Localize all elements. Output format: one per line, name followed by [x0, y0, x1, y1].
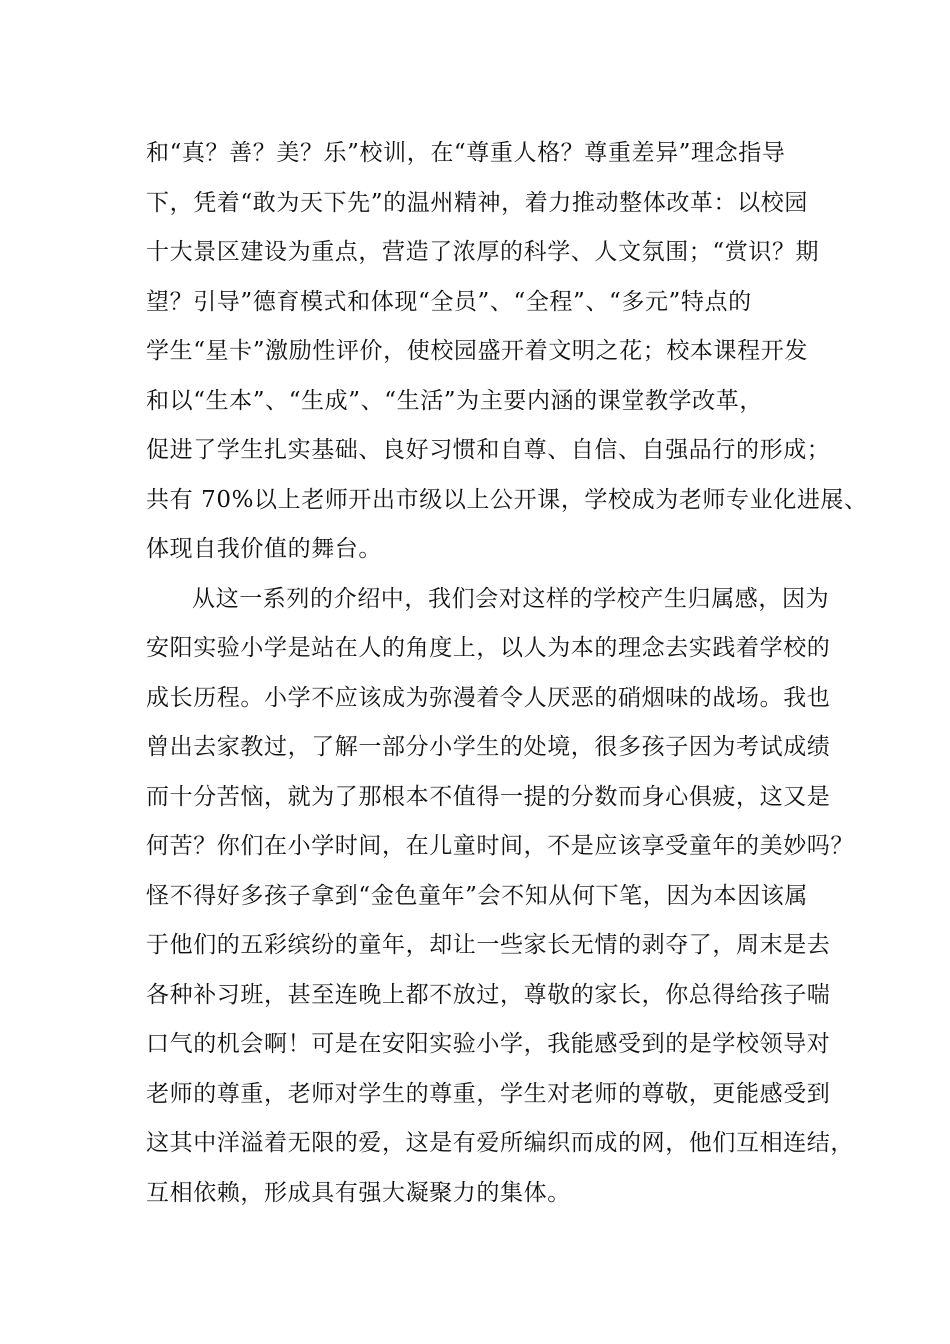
text-line: 何苦？你们在小学时间，在儿童时间，不是应该享受童年的美妙吗？ [146, 833, 854, 859]
text-line: 怪不得好多孩子拿到“金色童年”会不知从何下笔，因为本因该属 [146, 882, 808, 909]
text-line: 共有 70%以上老师开出市级以上公开课，学校成为老师专业化进展、 [146, 486, 868, 513]
text-line: 曾出去家教过，了解一部分小学生的处境，很多孩子因为考试成绩 [146, 734, 831, 760]
text-line: 和以“生本”、“生成”、“生活”为主要内涵的课堂教学改革， [146, 387, 763, 414]
text-line: 安阳实验小学是站在人的角度上，以人为本的理念去实践着学校的 [146, 635, 831, 661]
text-line: 体现自我价值的舞台。 [146, 536, 382, 562]
paragraph-1 [146, 129, 868, 575]
text-line: 这其中洋溢着无限的爱，这是有爱所编织而成的网，他们互相连结， [146, 1130, 854, 1156]
text-line: 促进了学生扎实基础、良好习惯和自尊、自信、自强品行的形成； [146, 437, 831, 463]
text-line: 十大景区建设为重点，营造了浓厚的科学、人文氛围；“赏识？期 [146, 239, 820, 265]
text-line: 口气的机会啊！可是在安阳实验小学，我能感受到的是学校领导对 [146, 1031, 831, 1057]
text-line: 互相依赖，形成具有强大凝聚力的集体。 [146, 1179, 571, 1206]
text-line: 学生“星卡”激励性评价，使校园盛开着文明之花；校本课程开发 [146, 338, 808, 364]
text-line: 下，凭着“敢为天下先”的温州精神，着力推动整体改革：以校园 [146, 189, 808, 216]
document-body [146, 129, 868, 1218]
text-line: 望？引导”德育模式和体现“全员”、“全程”、“多元”特点的 [146, 288, 752, 315]
text-line: 从这一系列的介绍中，我们会对这样的学校产生归属感，因为 [192, 585, 830, 612]
text-line: 成长历程。小学不应该成为弥漫着令人厌恶的硝烟味的战场。我也 [146, 684, 831, 711]
text-line: 和“真？善？美？乐”校训，在“尊重人格？尊重差异”理念指导 [146, 140, 786, 166]
text-line: 而十分苦恼，就为了那根本不值得一提的分数而身心俱疲，这又是 [146, 783, 831, 810]
text-line: 各种补习班，甚至连晚上都不放过，尊敬的家长，你总得给孩子喘 [146, 981, 831, 1008]
text-line: 于他们的五彩缤纷的童年，却让一些家长无情的剥夺了，周末是去 [146, 932, 831, 958]
paragraph-2 [146, 575, 854, 1219]
text-line: 老师的尊重，老师对学生的尊重，学生对老师的尊敬，更能感受到 [146, 1080, 831, 1107]
